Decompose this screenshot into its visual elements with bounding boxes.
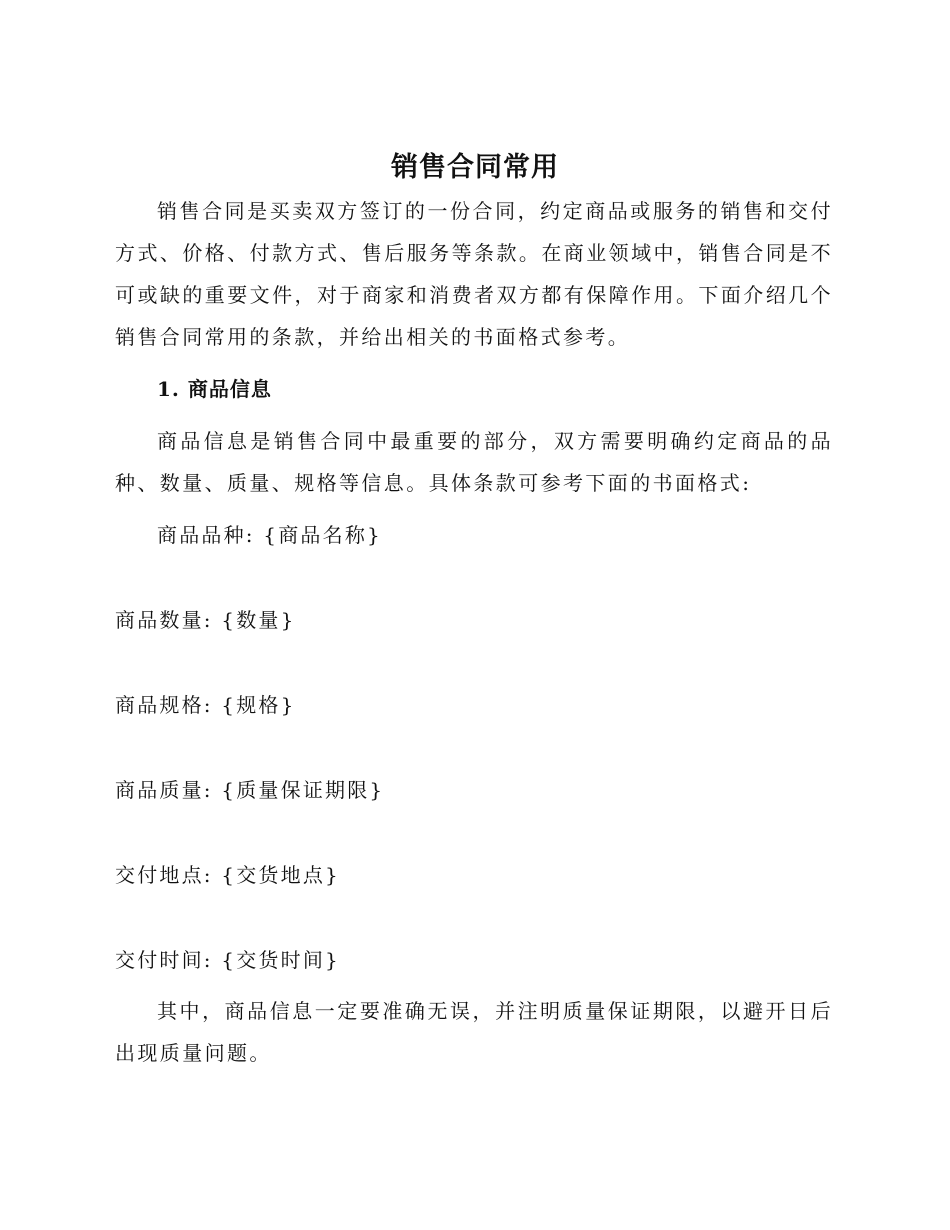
field-delivery-location: 交付地点: {交货地点} xyxy=(115,863,340,887)
document-title: 销售合同常用 xyxy=(391,152,559,183)
field-product-quality: 商品质量: {质量保证期限} xyxy=(115,778,385,802)
field-product-variety: 商品品种: {商品名称} xyxy=(157,523,382,547)
field-product-quantity: 商品数量: {数量} xyxy=(115,608,296,632)
intro-paragraph: 销售合同是买卖双方签订的一份合同，约定商品或服务的销售和交付方式、价格、付款方式、售后服务等条款。在商业领域中，销售合同是不可或缺的重要文件，对于商家和消费者双方都有保障作用。下面介绍几个销售合同常用的条款，并给出相关的书面格式参考。 xyxy=(115,199,833,349)
closing-paragraph: 其中，商品信息一定要准确无误，并注明质量保证期限，以避开日后出现质量问题。 xyxy=(115,999,833,1065)
section-body-paragraph: 商品信息是销售合同中最重要的部分，双方需要明确约定商品的品种、数量、质量、规格等信息。具体条款可参考下面的书面格式: xyxy=(115,429,833,495)
field-product-spec: 商品规格: {规格} xyxy=(115,693,296,717)
section-heading-product-info: 1. 商品信息 xyxy=(157,377,272,401)
field-delivery-time: 交付时间: {交货时间} xyxy=(115,948,340,972)
